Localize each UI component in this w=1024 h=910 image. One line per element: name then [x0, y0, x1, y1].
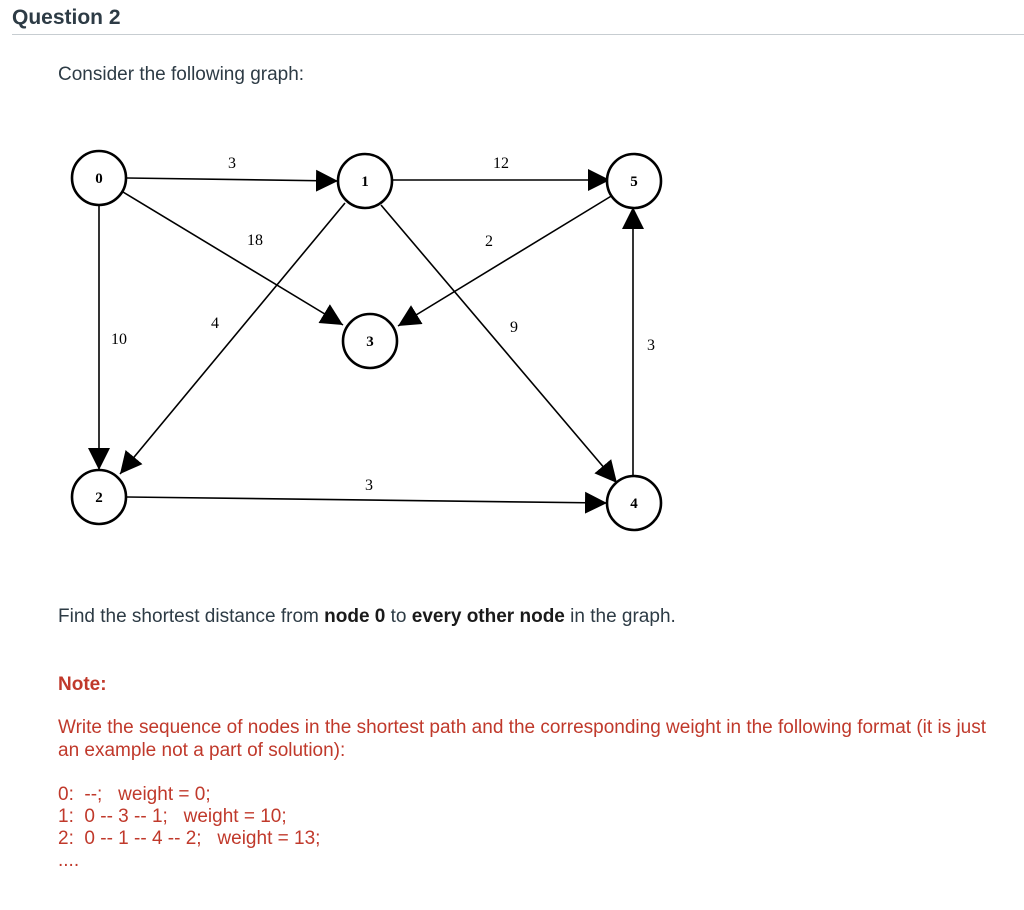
edge-0-3 — [123, 192, 343, 325]
edge-5-3 — [398, 195, 613, 326]
edge-1-4 — [381, 205, 617, 483]
node-label: 1 — [361, 174, 369, 190]
task-part: in the graph. — [564, 606, 676, 627]
edge-1-2 — [120, 203, 345, 474]
task-part: to — [385, 606, 412, 627]
intro-text: Consider the following graph: — [58, 64, 305, 85]
graph-node-3 — [343, 314, 397, 368]
example-line: .... — [58, 850, 80, 871]
graph-node-1 — [338, 154, 392, 208]
task-bold-every: every other node — [411, 606, 565, 627]
weight-label: 2 — [485, 233, 493, 250]
example-line: 1: 0 -- 3 -- 1; weight = 10; — [58, 806, 287, 827]
node-label: 4 — [630, 496, 638, 512]
note-title: Note: — [58, 674, 107, 695]
note-text: Write the sequence of nodes in the shortest path and the corresponding weight in the following format (it is just an example not a part of solution): — [58, 717, 987, 761]
graph-node-4 — [607, 476, 661, 530]
example-line: 0: --; weight = 0; — [58, 784, 211, 805]
weight-label: 3 — [647, 337, 655, 354]
weight-label: 12 — [493, 155, 509, 172]
graph-node-5 — [607, 154, 661, 208]
example-format — [58, 784, 320, 872]
weight-label: 9 — [510, 319, 518, 336]
weight-label: 3 — [228, 155, 236, 172]
edge-2-4 — [127, 497, 607, 503]
question-title: Question 2 — [12, 6, 121, 29]
weight-label: 18 — [247, 232, 263, 249]
weight-label: 10 — [111, 331, 127, 348]
task-part: Find the shortest distance from — [58, 606, 325, 627]
graph-node-2 — [72, 470, 126, 524]
weight-label: 4 — [211, 315, 219, 332]
node-label: 5 — [630, 174, 638, 190]
task-bold-node: node 0 — [324, 606, 386, 627]
example-line: 2: 0 -- 1 -- 4 -- 2; weight = 13; — [58, 828, 321, 849]
node-label: 0 — [95, 171, 103, 187]
node-label: 3 — [366, 334, 374, 350]
weight-label: 3 — [365, 477, 373, 494]
node-label: 2 — [95, 490, 103, 506]
task-text — [58, 606, 676, 628]
graph-node-0 — [72, 151, 126, 205]
edge-0-1 — [127, 178, 338, 181]
